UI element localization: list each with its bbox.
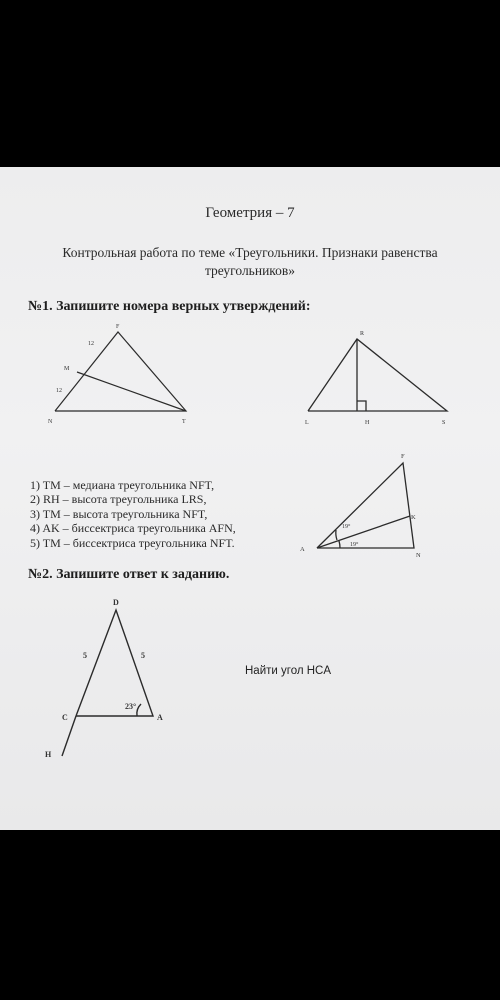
- right-angle-mark: [357, 401, 366, 411]
- task2-question: Найти угол HCA: [245, 665, 332, 677]
- segment-ak: [317, 516, 410, 548]
- triangle-lrs: [308, 339, 447, 411]
- label-h2: H: [45, 750, 52, 759]
- task2-heading: №2. Запишите ответ к заданию.: [28, 567, 230, 582]
- statement-4: 4) AK – биссектриса треугольника AFN,: [30, 521, 236, 536]
- label-angle-a: 23°: [125, 702, 137, 711]
- label-s: S: [442, 420, 446, 426]
- label-f1: F: [116, 324, 120, 330]
- statement-3: 3) TM – высота треугольника NFT,: [30, 506, 208, 521]
- figure-triangle-afn: [317, 463, 414, 548]
- label-side-bottom: 12: [56, 388, 62, 394]
- figure-triangle-lrs: [308, 339, 447, 411]
- label-side-right: 5: [141, 651, 145, 660]
- label-d: D: [113, 598, 119, 607]
- statement-1: 1) TM – медиана треугольника NFT,: [30, 478, 215, 492]
- task1-heading: №1. Запишите номера верных утверждений:: [28, 299, 311, 314]
- label-c: C: [62, 713, 68, 722]
- triangle-dca: [76, 610, 153, 716]
- label-m: M: [64, 366, 70, 372]
- triangle-nft: [55, 332, 186, 411]
- label-l: L: [305, 420, 309, 426]
- label-a: A: [157, 713, 163, 722]
- angle-arc-a: [137, 704, 141, 716]
- triangle-afn: [317, 463, 414, 548]
- page-title: Геометрия – 7: [205, 205, 295, 221]
- subtitle-line-2: треугольников»: [204, 263, 296, 278]
- label-h: H: [365, 420, 370, 426]
- subtitle-line-1: Контрольная работа по теме «Треугольники. Признаки равенства: [62, 245, 438, 260]
- label-t: T: [182, 419, 186, 425]
- angle-arc-1: [336, 530, 337, 540]
- label-k: K: [411, 514, 416, 521]
- label-angle-2: 19°: [350, 542, 359, 548]
- label-side-top: 12: [88, 341, 94, 347]
- statement-5: 5) TM – биссектриса треугольника NFT.: [30, 535, 235, 550]
- label-side-left: 5: [83, 651, 87, 660]
- label-n3: N: [416, 552, 421, 559]
- angle-arc-2: [339, 541, 340, 548]
- figure-triangle-dca: [62, 610, 153, 756]
- extension-ch: [62, 716, 76, 756]
- label-r: R: [360, 331, 365, 337]
- statement-2: 2) RH – высота треугольника LRS,: [30, 492, 207, 507]
- label-f3: F: [401, 453, 405, 460]
- label-angle-1: 19°: [342, 524, 351, 530]
- label-n1: N: [48, 419, 53, 425]
- figure-triangle-nft: [55, 332, 186, 411]
- label-a3: A: [300, 546, 305, 553]
